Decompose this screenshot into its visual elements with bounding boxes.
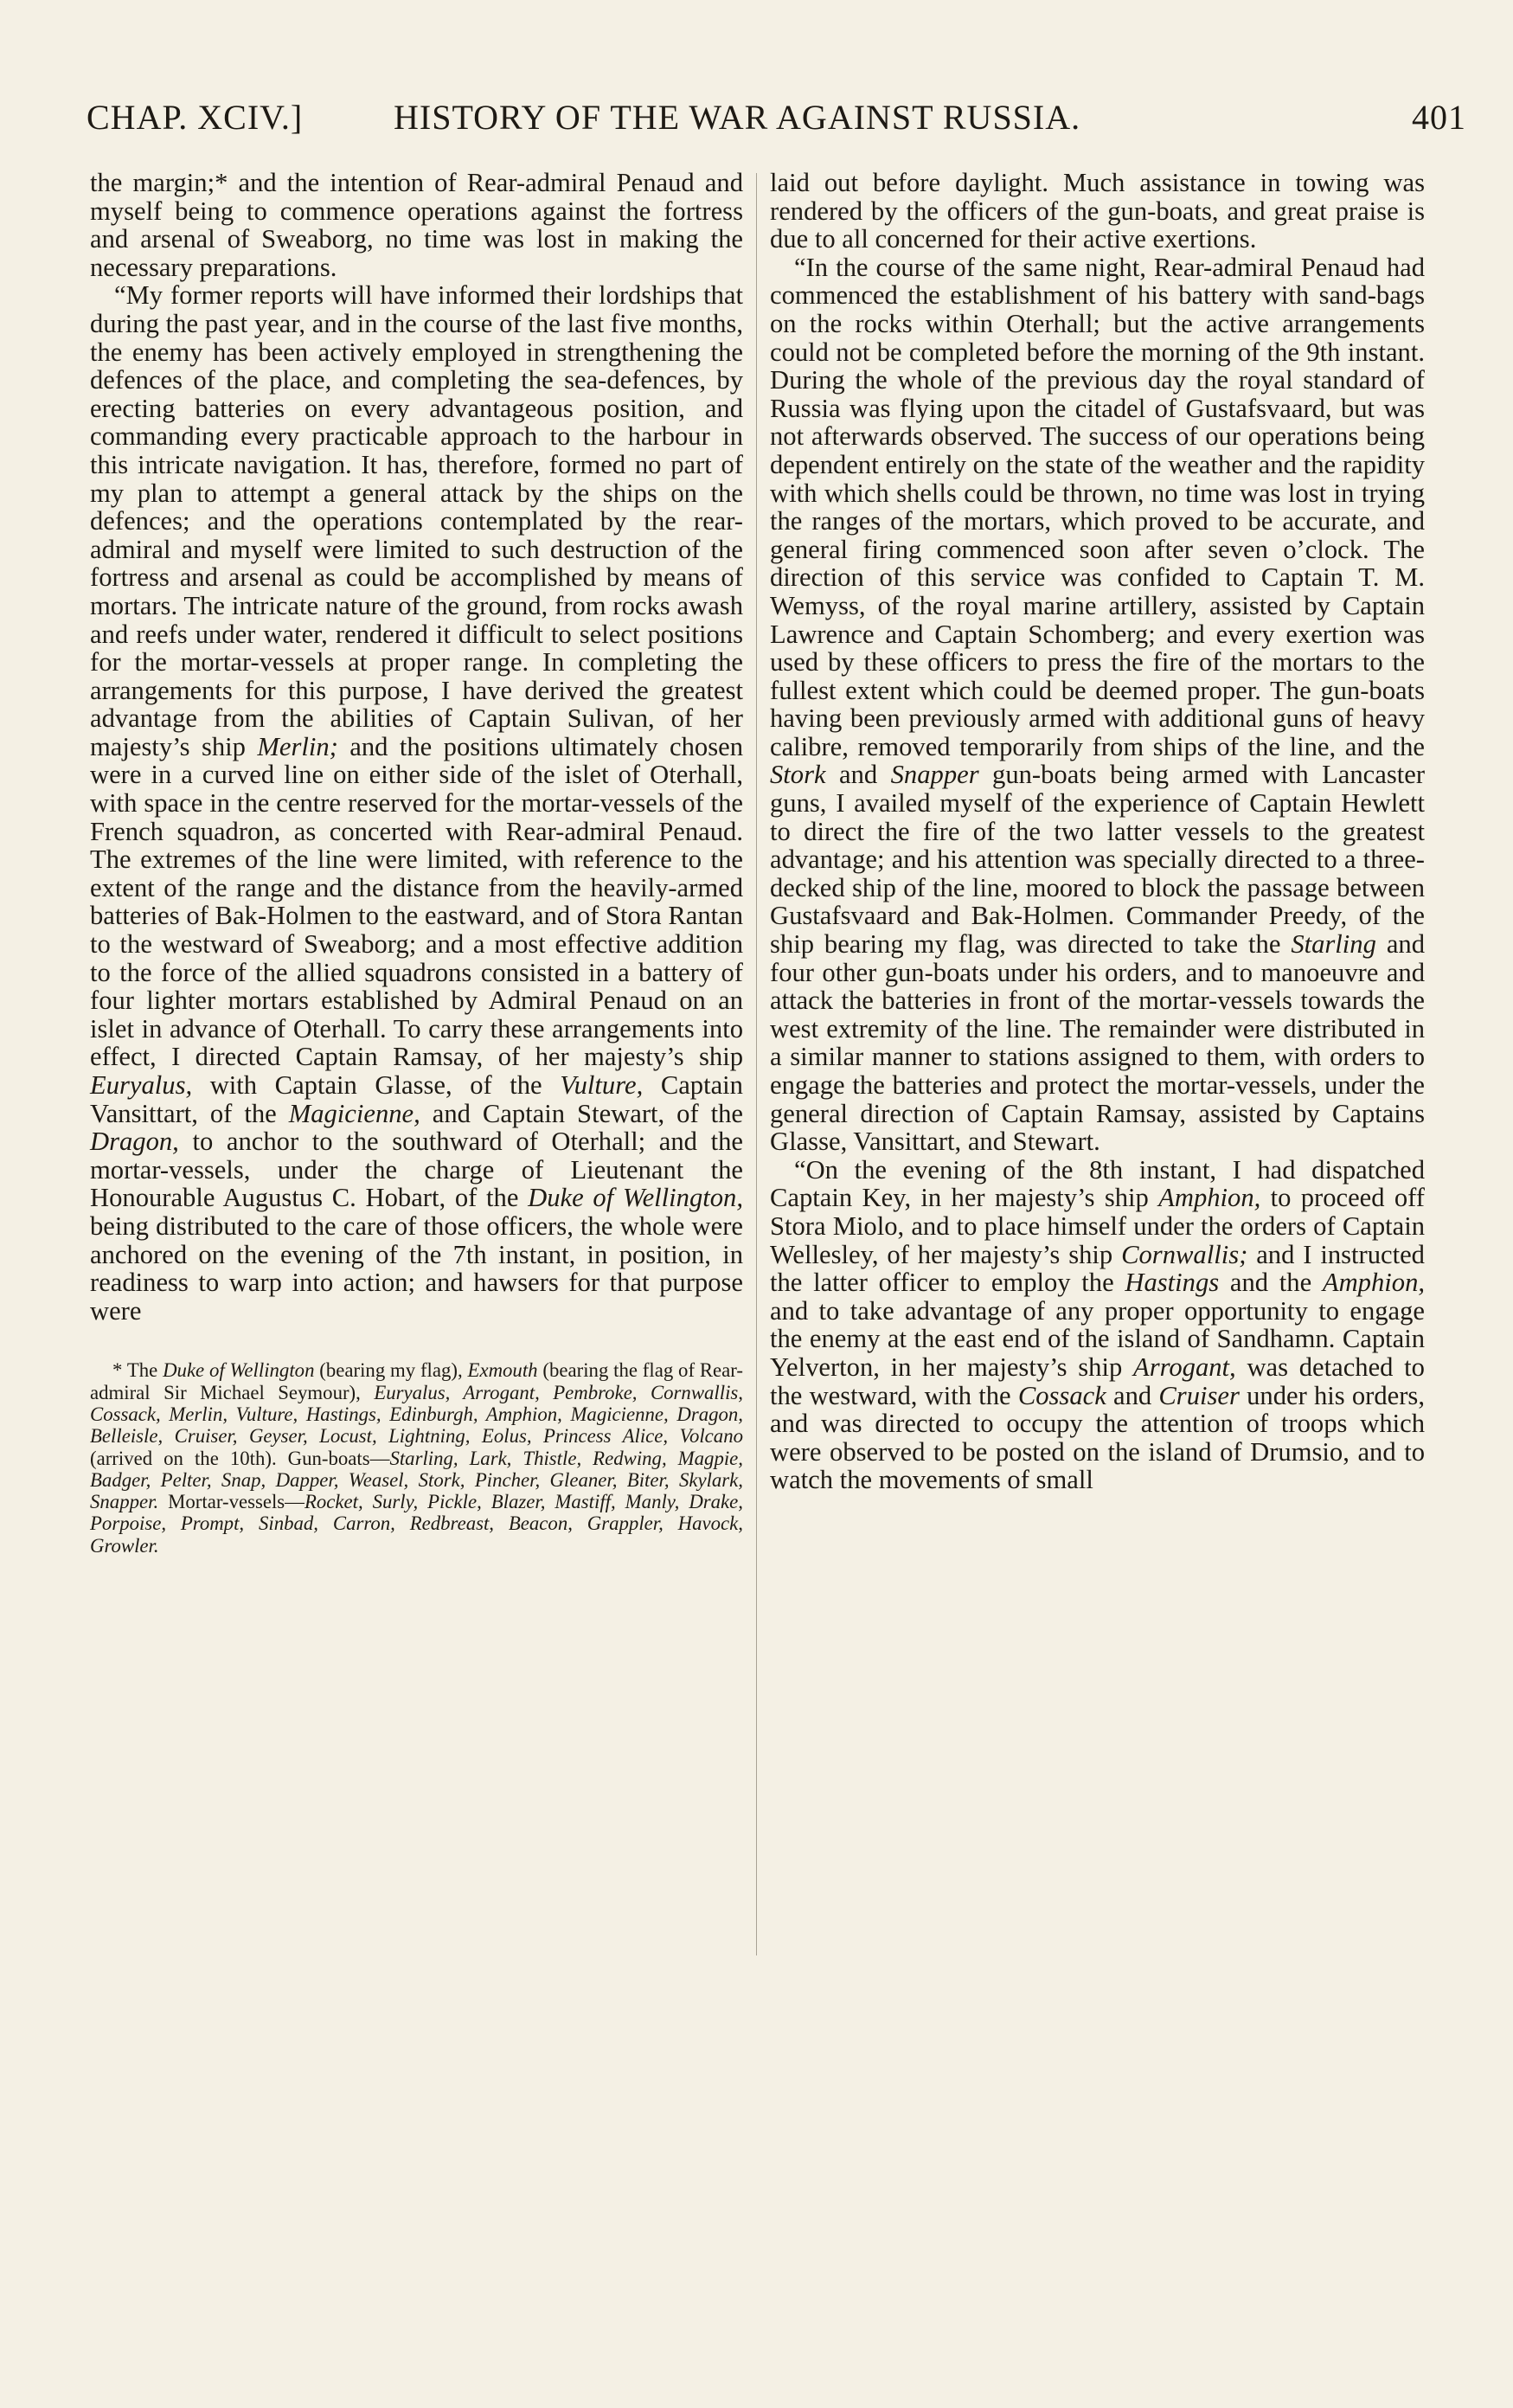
ship-name: Duke of Wellington,: [528, 1183, 744, 1213]
ship-name: Snapper: [890, 760, 979, 790]
text: The: [126, 1359, 158, 1382]
text: gun-boats being armed with Lancaster guns, I availed myself of the experience of Captain Hewlett to direct the fire of the two latter vessels to the greatest advantage; and his attention was specially directed to a three-decked ship of the line, moored to block the passage between Gustafsvaard and Bak-Holmen. Commander Preedy, of the ship bearing my flag, was directed to take the: [770, 760, 1426, 960]
text: and I instructed the latter officer to employ the: [770, 1239, 1425, 1298]
ship-list: Starling, Lark, Thistle, Redwing, Magpie, Badger, Pelter, Snap, Dapper, Weasel, Stork, Pincher, Gleaner, Biter, Skylark, Snapper.: [90, 1447, 743, 1513]
ship-name: Magicienne,: [288, 1098, 420, 1128]
ship-name: Starling: [1291, 929, 1376, 960]
ship-name: Exmouth: [467, 1359, 538, 1382]
text: (bearing my flag),: [319, 1359, 463, 1382]
text: being distributed to the care of those officers, the whole were anchored on the evening of the 7th instant, in position, in readiness to warp into action; and hawsers for that purpose were: [90, 1210, 743, 1326]
text: the margin;* and the intention of Rear-admiral Penaud and myself being to commence operations against the fortress and arsenal of Sweaborg, no time was lost in making the necessary preparations.: [90, 168, 743, 282]
left-column: [90, 169, 743, 1557]
ship-name: Merlin;: [257, 731, 338, 761]
ship-name: Euryalus,: [90, 1070, 193, 1100]
text: and the positions ultimately chosen were in a curved line on either side of the islet of Oterhall, with space in the centre reserved for the mortar-vessels of the French squadron, as concerted with Rear-admiral Penaud. The extremes of the line were limited, with reference to the extent of the range and the distance from the heavily-armed batteries of Bak-Holmen to the eastward, and of Stora Rantan to the westward of Sweaborg; and a most effective addition to the force of the allied squadrons consisted in a battery of four lighter mortars established by Admiral Penaud on an islet in advance of Oterhall. To carry these arrangements into effect, I directed Captain Ramsay, of her majesty’s ship: [90, 731, 743, 1072]
chapter-label: CHAP. XCIV.]: [87, 98, 304, 137]
text: and Captain Stewart, of the: [432, 1098, 743, 1128]
text: (arrived on the 10th). Gun-boats—: [90, 1447, 390, 1469]
text: to anchor to the southward of Oterhall; and the mortar-vessels, under the charge of Lieutenant the Honourable Augustus C. Hobart, of the: [90, 1127, 743, 1213]
ship-name: Cossack: [1017, 1380, 1106, 1410]
ship-name: Cornwallis;: [1121, 1239, 1248, 1269]
ship-name: Hastings: [1125, 1268, 1220, 1298]
footnote-marker: *: [112, 1359, 123, 1382]
running-header: [87, 97, 1466, 151]
ship-name: Stork: [770, 760, 826, 790]
text: and: [839, 760, 878, 790]
paragraph: [770, 254, 1425, 1156]
paragraph: [90, 169, 743, 281]
text: was detached to the westward, with the: [770, 1352, 1425, 1410]
text: and four other gun-boats under his orders, and to manoeuvre and attack the batteries in front of the mortar-vessels towards the west extremity of the line. The remainder were distributed in a similar manner to stations assigned to them, with orders to engage the batteries and protect the mortar-vessels, under the general direction of Captain Ramsay, assisted by Captains Glasse, Vansittart, and Stewart.: [770, 929, 1425, 1157]
ship-name: Amphion,: [1322, 1268, 1426, 1298]
footnote-text: [90, 1359, 743, 1557]
text: “On the evening of the 8th instant, I had dispatched Captain Key, in her majesty’s ship: [770, 1154, 1425, 1213]
ship-name: Vulture,: [560, 1070, 644, 1100]
text: and the: [1229, 1268, 1312, 1298]
text: Mortar-vessels—: [168, 1491, 305, 1513]
ship-name: Amphion,: [1158, 1183, 1261, 1213]
text: and: [1113, 1380, 1152, 1410]
text: under his orders, and was directed to occupy the attention of troops which were observed to be posted on the island of Drumsio, and to watch the movements of small: [770, 1380, 1425, 1495]
running-title: HISTORY OF THE WAR AGAINST RUSSIA.: [394, 98, 1081, 137]
paragraph: [770, 169, 1425, 254]
text: and to take advantage of any proper opportunity to engage the enemy at the east end of the island of Sandhamn. Captain Yelverton, in her majesty’s ship: [770, 1295, 1425, 1382]
paragraph: [770, 1156, 1425, 1494]
text: (bearing the flag of Rear-admiral Sir Michael Seymour),: [90, 1359, 744, 1403]
right-column: [770, 169, 1425, 1494]
footnote: [90, 1359, 743, 1557]
ship-name: Dragon,: [90, 1127, 179, 1157]
column-divider: [756, 173, 757, 1955]
ship-name: Cruiser: [1158, 1380, 1240, 1410]
text: Captain Vansittart, of the: [90, 1070, 743, 1128]
text: laid out before daylight. Much assistance in towing was rendered by the officers of the gun-boats, and great praise is due to all concerned for their active exertions.: [770, 168, 1425, 254]
ship-name: Duke of Wellington: [163, 1359, 315, 1382]
paragraph: [90, 281, 743, 1325]
text: to proceed off Stora Miolo, and to place himself under the orders of Captain Wellesley, of her majesty’s ship: [770, 1183, 1425, 1269]
page-number: 401: [1412, 98, 1466, 137]
ship-list: Rocket, Surly, Pickle, Blazer, Mastiff, Manly, Drake, Porpoise, Prompt, Sinbad, Carron, Redbreast, Beacon, Grappler, Havock, Growler.: [90, 1491, 743, 1557]
text: “My former reports will have informed their lordships that during the past year, and in the course of the last five months, the enemy has been actively employed in strengthening the defences of the place, and completing the sea-defences, by erecting batteries on every advantageous position, and commanding every practicable approach to the harbour in this intricate navigation. It has, therefore, formed no part of my plan to attempt a general attack by the ships on the defences; and the operations contemplated by the rear-admiral and myself were limited to such destruction of the fortress and arsenal as could be accomplished by means of mortars. The intricate nature of the ground, from rocks awash and reefs under water, rendered it difficult to select positions for the mortar-vessels at proper range. In completing the arrangements for this purpose, I have derived the greatest advantage from the abilities of Captain Sulivan, of her majesty’s ship: [90, 280, 743, 761]
text: with Captain Glasse, of the: [209, 1070, 542, 1100]
text: “In the course of the same night, Rear-admiral Penaud had commenced the establishment of his battery with sand-bags on the rocks within Oterhall; but the active arrangements could not be completed before the morning of the 9th instant. During the whole of the previous day the royal standard of Russia was flying upon the citadel of Gustafsvaard, but was not afterwards observed. The success of our operations being dependent entirely on the state of the weather and the rapidity with which shells could be thrown, no time was lost in trying the ranges of the mortars, which proved to be accurate, and general firing commenced soon after seven o’clock. The direction of this service was confided to Captain T. M. Wemyss, of the royal marine artillery, assisted by Captain Lawrence and Captain Schomberg; and every exertion was used by these officers to press the fire of the mortars to the fullest extent which could be deemed proper. The gun-boats having been previously armed with additional guns of heavy calibre, removed temporarily from ships of the line, and the: [770, 252, 1425, 761]
ship-name: Arrogant,: [1133, 1352, 1236, 1382]
ship-list: Euryalus, Arrogant, Pembroke, Cornwallis, Cossack, Merlin, Vulture, Hastings, Edinburgh, Amphion, Magicienne, Dragon, Belleisle, Cruiser, Geyser, Locust, Lightning, Eolus, Princess Alice, Volcano: [90, 1381, 744, 1448]
